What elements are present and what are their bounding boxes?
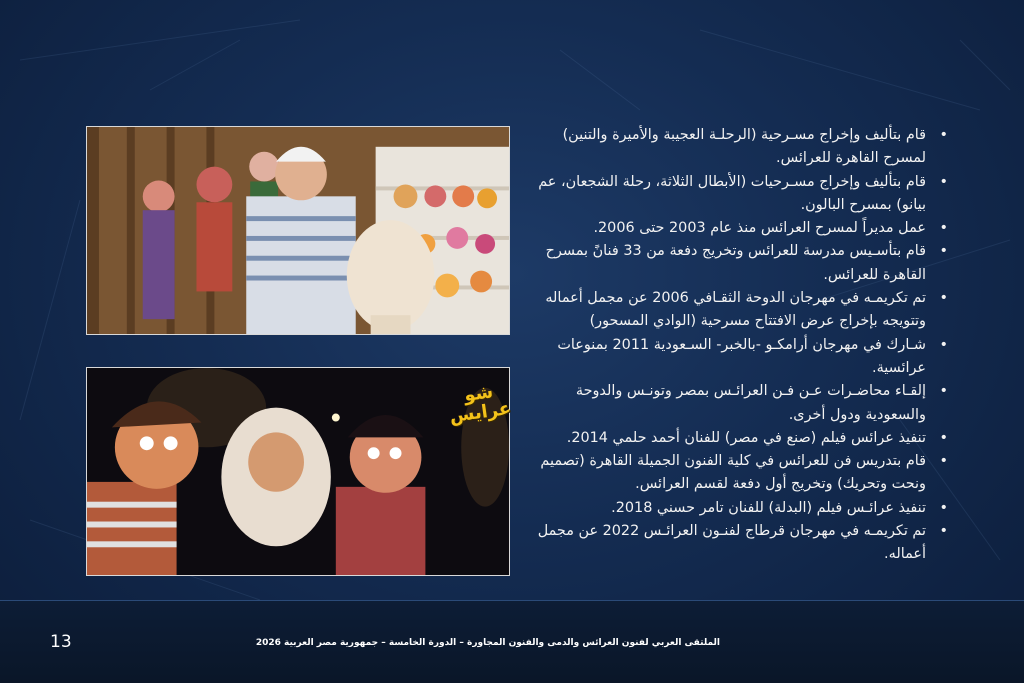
bullet-item: • إلقـاء محاضـرات عـن فـن العرائـس بمصر وتونـس والدوحة والسعودية ودول أخرى. <box>522 380 926 427</box>
bullet-item: • قام بتدريس فن للعرائس ﻓﻲ كلية الفنون الجميلة القاهرة (تصميم ونحت وتحريك) وتخريج أول دفعة لقسم العرائس. <box>522 450 926 497</box>
puppet-film-still-photo <box>86 367 510 576</box>
puppet-workshop-photo <box>86 126 510 335</box>
page-number: 13 <box>50 632 72 652</box>
bullet-item: • تم تكريمـه ﻓﻲ مهرجان قرطاج لفنـون العرائـس 2022 عن مجمل أعماله. <box>522 520 926 567</box>
bullet-item: • قام بتأليف وإخراج مسـرحيات (الأبطال الثلاثة، رحلة الشجعان، عم بيانو) بمسرح البالون. <box>522 171 926 218</box>
bullet-item: • تنفيذ عرائس فيلم (صنع ﻓﻲ مصر) للفنان أحمد حلمي 2014. <box>522 427 926 450</box>
bullet-item: • قام بتأليف وإخراج مسـرحية (الرحلـة العجيبة والأميرة والتنين) لمسرح القاهرة للعرائس. <box>522 124 926 171</box>
bullet-item: • تنفيذ عرائـس فيلم (البدلة) للفنان تامر حسني 2018. <box>522 497 926 520</box>
bullet-list <box>522 124 952 567</box>
bullet-item: • تم تكريمـه ﻓﻲ مهرجان الدوحة الثقـاﻓﻲ 2006 عن مجمل أعماله وتتويجه بإخراج عرض الافتتاح مسرحية (الوادي المسحور) <box>522 287 926 334</box>
bullet-item: • عمل مديراً لمسرح العرائس منذ عام 2003 حتى 2006. <box>522 217 926 240</box>
footer-divider <box>0 600 1024 601</box>
show-logo: شو عرايس <box>448 381 513 428</box>
footer-title: الملتقى العربي لفنون العرائس والدمى والفنون المجاورة – الدورة الخامسة – جمهورية مصر العربية 2026 <box>255 638 720 648</box>
bullet-item: • شـارك ﻓﻲ مهرجان أرامكـو -بالخبر- السـعودية 2011 بمنوعات عرائسية. <box>522 334 926 381</box>
bullet-item: • قام بتأسـيس مدرسة للعرائس وتخريج دفعة من 33 فنانًَ بمسرح القاهرة للعرائس. <box>522 240 926 287</box>
biography-list <box>522 124 952 567</box>
